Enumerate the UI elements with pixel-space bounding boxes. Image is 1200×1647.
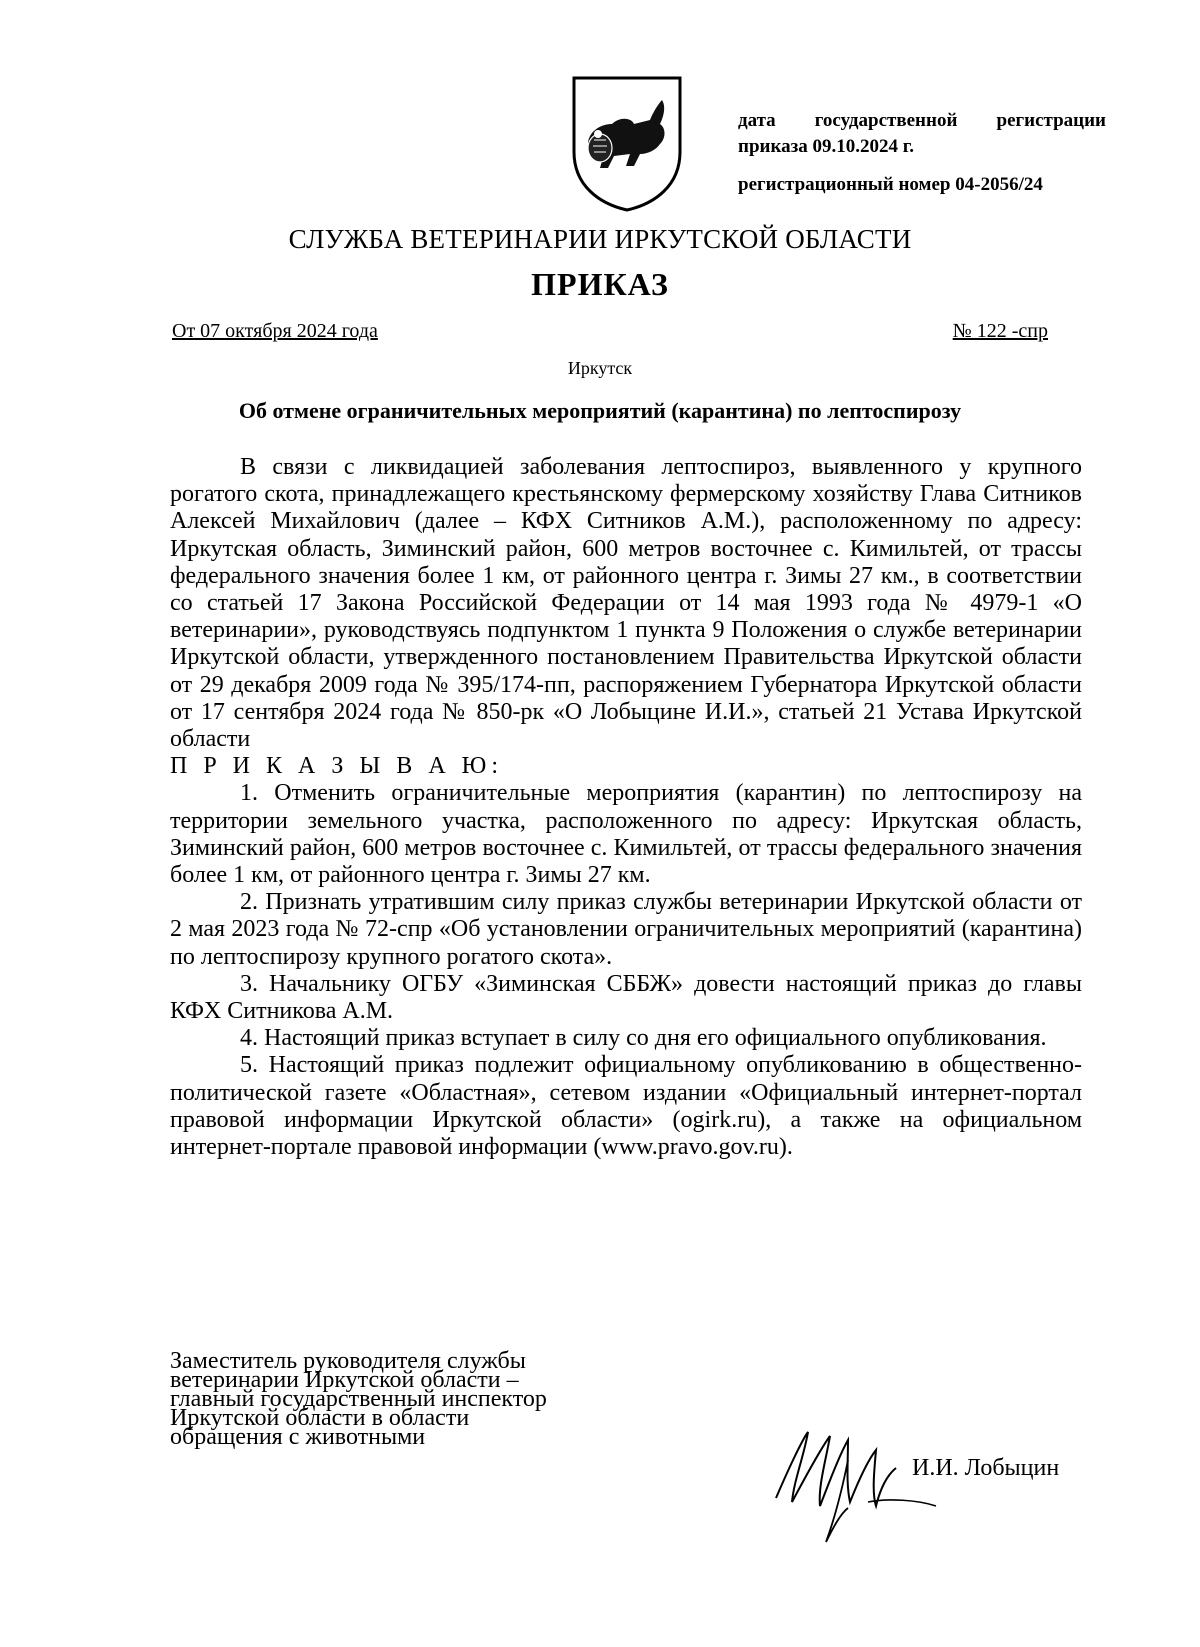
signer-position (170, 1348, 632, 1450)
signer-position-line: Заместитель руководителя службы (170, 1348, 526, 1374)
document-subject: Об отмене ограничительных мероприятий (карантина) по лептоспирозу (238, 398, 962, 423)
document-city: Иркутск (567, 358, 633, 378)
decree-item-4: 4. Настоящий приказ вступает в силу со дня его официального опубликования. (240, 1025, 1047, 1052)
document-body (170, 454, 1082, 1161)
registration-info (738, 108, 1106, 198)
decree-item-3: 3. Начальнику ОГБУ «Зиминская СББЖ» довести настоящий приказ до главы КФХ Ситникова А.М. (170, 970, 1082, 1025)
coat-of-arms-icon (568, 74, 686, 212)
decree-item-1: 1. Отменить ограничительные мероприятия (карантин) по лептоспирозу на территории земельного участка, расположенного по адресу: Иркутская область, Зиминский район, 600 метров восточнее с. Кимильтей, от трассы федерального значения более 1 км, от районного центра г. Зимы 27 км. (170, 780, 1082, 889)
document-type: ПРИКАЗ (531, 266, 669, 302)
registration-date: приказа 09.10.2024 г. (738, 136, 914, 157)
decree-item-2: 2. Признать утратившим силу приказ службы ветеринарии Иркутской области от 2 мая 2023 года № 72-спр «Об установлении ограничительных мероприятий (карантина) по лептоспирозу крупного рогатого скота». (170, 889, 1082, 970)
registration-line-1: дата государственной регистрации (738, 110, 1106, 131)
preamble-paragraph: В связи с ликвидацией заболевания лептоспироз, выявленного у крупного рогатого скота, принадлежащего крестьянскому фермерскому хозяйству Глава Ситников Алексей Михайлович (далее – КФХ Ситников А.М.), расположенному по адресу: Иркутская область, Зиминский район, 600 метров восточнее с. Кимильтей, от трассы федерального значения более 1 км, от районного центра г. Зимы 27 км., в соответствии со статьей 17 Закона Российской Федерации от 14 мая 1993 года № 4979-1 «О ветеринарии», руководствуясь подпунктом 1 пункта 9 Положения о службе ветеринарии Иркутской области, утвержденного постановлением Правительства Иркутской области от 29 декабря 2009 года № 395/174-пп, распоряжением Губернатора Иркутской области от 17 сентября 2024 года № 850-рк «О Лобыцине И.И.», статьей 21 Устава Иркутской области (170, 454, 1082, 753)
document-number: № 122 -спр (952, 320, 1048, 342)
signer-position-line: Иркутской области в области (170, 1405, 470, 1431)
document-date: От 07 октября 2024 года (172, 320, 378, 342)
decree-word: П Р И К А З Ы В А Ю: (170, 753, 503, 780)
signer-position-line: ветеринарии Иркутской области – (170, 1367, 519, 1393)
agency-name: СЛУЖБА ВЕТЕРИНАРИИ ИРКУТСКОЙ ОБЛАСТИ (288, 224, 912, 254)
signer-name: И.И. Лобыцин (912, 1455, 1060, 1481)
registration-number: регистрационный номер 04-2056/24 (738, 174, 1043, 195)
signer-position-line: главный государственный инспектор (170, 1386, 547, 1412)
signer-position-line: обращения с животными (170, 1424, 426, 1450)
decree-item-5: 5. Настоящий приказ подлежит официальному опубликованию в общественно-политической газете «Областная», сетевом издании «Официальный интернет-портал правовой информации Иркутской области» (ogirk.ru), а также на официальном интернет-портале правовой информации (www.pravo.gov.ru). (170, 1052, 1082, 1161)
